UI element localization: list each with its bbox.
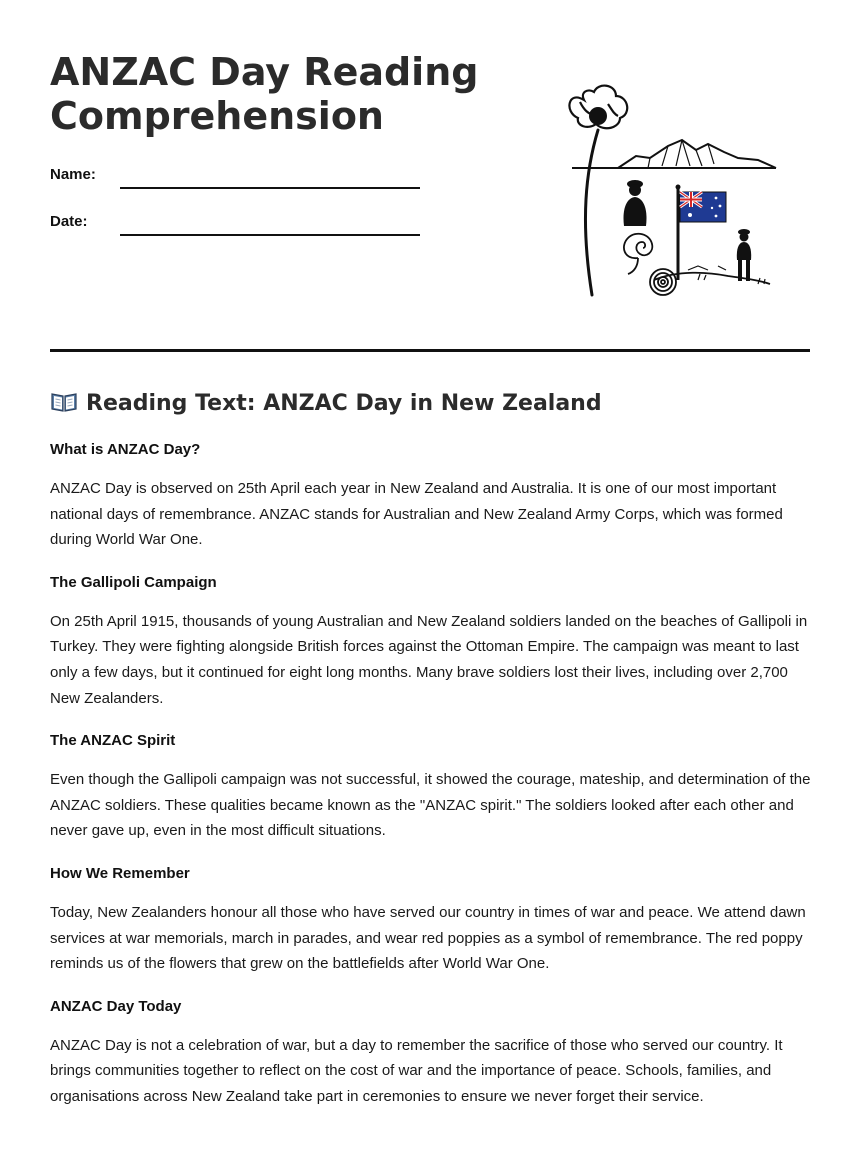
name-field[interactable]: [120, 187, 420, 189]
section-title: ANZAC Day Today: [50, 997, 182, 1015]
section-title: What is ANZAC Day?: [50, 441, 201, 458]
section-paragraph: On 25th April 1915, thousands of young Australian and New Zealand soldiers landed on the beaches of Gallipoli in Turkey. They were fighting alongside British forces against the Ottoman Empire. The campaign was meant to last only a few days, but it continued for eight long months. Many brave soldiers lost their lives, including over 2,700 New Zealanders.: [50, 612, 808, 707]
section-paragraph: Even though the Gallipoli campaign was not successful, it showed the courage, mateship, and determination of the ANZAC soldiers. These qualities became known as the "ANZAC spirit." The soldiers looked after each other and never gave up, even in the most difficult situations.: [50, 771, 811, 840]
section-gallipoli-campaign: [50, 571, 812, 711]
date-field[interactable]: [120, 234, 420, 236]
section-paragraph: ANZAC Day is observed on 25th April each year in New Zealand and Australia. It is one of our most important national days of remembrance. ANZAC stands for Australian and New Zealand Army Corps, which was formed during World War One.: [50, 480, 783, 549]
anzac-illustration-icon: [558, 80, 788, 305]
section-paragraph: ANZAC Day is not a celebration of war, but a day to remember the sacrifice of those who served our country. It brings communities together to reflect on the cost of war and the importance of peace. Schools, families, and organisations across New Zealand take part in ceremonies to ensure we never forget their service.: [50, 1036, 783, 1105]
section-paragraph: Today, New Zealanders honour all those who have served our country in times of war and peace. We attend dawn services at war memorials, march in parades, and wear red poppies as a symbol of remembrance. The red poppy reminds us of the flowers that grew on the battlefields after World War One.: [50, 903, 806, 973]
date-label: Date:: [50, 213, 88, 230]
section-title: The Gallipoli Campaign: [50, 573, 217, 591]
section-title: How We Remember: [50, 864, 190, 882]
name-label: Name:: [50, 166, 96, 183]
reading-heading-text: Reading Text: ANZAC Day in New Zealand: [86, 391, 602, 416]
reading-heading: [50, 388, 602, 420]
section-anzac-day-today: [50, 995, 812, 1110]
page-title: ANZAC Day Reading Comprehension: [50, 50, 479, 138]
reading-text: [50, 438, 812, 1128]
section-anzac-spirit: [50, 729, 812, 844]
section-title: The ANZAC Spirit: [50, 732, 176, 750]
section-what-is-anzac-day: [50, 438, 812, 553]
book-icon: [50, 391, 78, 413]
section-how-we-remember: [50, 862, 812, 977]
header-divider: [50, 349, 810, 352]
